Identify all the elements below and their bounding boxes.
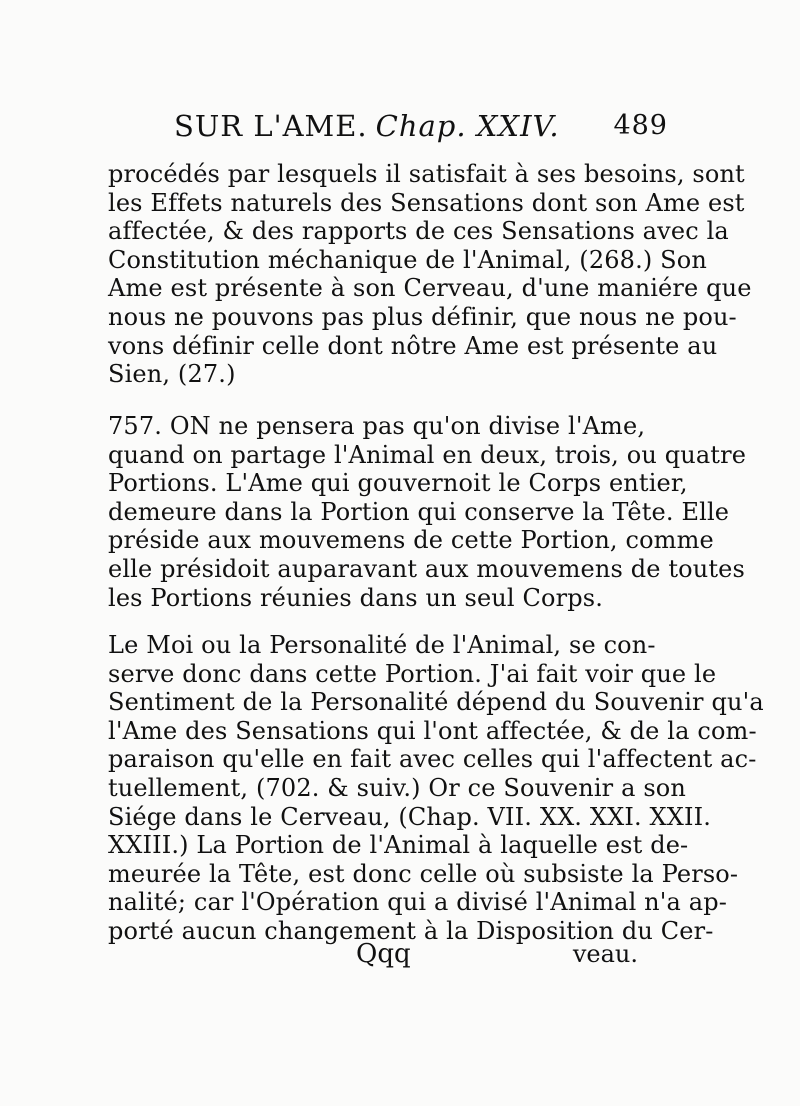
text-line: Le Moi ou la Personalité de l'Animal, se con- (108, 631, 656, 659)
text-line: Ame est présente à son Cerveau, d'une maniére que (108, 274, 752, 303)
text-line: nalité; car l'Opération qui a divisé l'Animal n'a ap- (108, 888, 728, 917)
text-line: l'Ame des Sensations qui l'ont affectée, & de la com- (108, 716, 757, 745)
text-line: XXIII.) La Portion de l'Animal à laquelle est de- (108, 831, 689, 860)
text-line: procédés par lesquels il satisfait à ses besoins, sont (108, 160, 745, 188)
running-title-text: SUR L'AME. (174, 109, 368, 143)
text-line: porté aucun changement à la Disposition du Cer- (108, 916, 714, 945)
paragraph-personalite (108, 631, 764, 946)
text-line: préside aux mouvemens de cette Portion, comme (108, 526, 714, 555)
text-line: elle présidoit auparavant aux mouvemens de toutes (108, 554, 745, 583)
text-line: les Portions réunies dans un seul Corps. (108, 583, 603, 612)
page-number: 489 (613, 110, 668, 141)
text-line: demeure dans la Portion qui conserve la Tête. Elle (108, 497, 730, 526)
text-line: Siége dans le Cerveau, (Chap. VII. XX. XXI. XXII. (108, 802, 712, 831)
catchword: veau. (572, 940, 638, 968)
text-line: vons définir celle dont nôtre Ame est présente au (108, 331, 718, 360)
text-line: 757. ON ne pensera pas qu'on divise l'Ame, (108, 412, 646, 440)
running-title (174, 106, 560, 146)
text-line: quand on partage l'Animal en deux, trois, ou quatre (108, 440, 747, 469)
paragraph-continuation (108, 160, 752, 389)
chapter-label: Chap. XXIV. (375, 109, 560, 143)
text-line: Sien, (27.) (108, 360, 236, 389)
text-line: nous ne pouvons pas plus définir, que nous ne pou- (108, 302, 737, 331)
text-line: Sentiment de la Personalité dépend du Souvenir qu'a (108, 688, 764, 717)
paragraph-757 (108, 412, 747, 612)
text-line: meurée la Tête, est donc celle où subsiste la Perso- (108, 859, 739, 888)
text-line: affectée, & des rapports de ces Sensations avec la (108, 217, 729, 246)
text-line: tuellement, (702. & suiv.) Or ce Souvenir a son (108, 773, 686, 802)
text-line: paraison qu'elle en fait avec celles qui l'affectent ac- (108, 745, 757, 774)
page-header (108, 106, 668, 146)
signature-mark: Qqq (356, 939, 411, 969)
text-line: Portions. L'Ame qui gouvernoit le Corps entier, (108, 469, 688, 498)
page-footer (108, 938, 638, 970)
text-line: Constitution méchanique de l'Animal, (268.) Son (108, 245, 707, 274)
text-line: serve donc dans cette Portion. J'ai fait voir que le (108, 659, 717, 688)
text-line: les Effets naturels des Sensations dont son Ame est (108, 188, 745, 217)
